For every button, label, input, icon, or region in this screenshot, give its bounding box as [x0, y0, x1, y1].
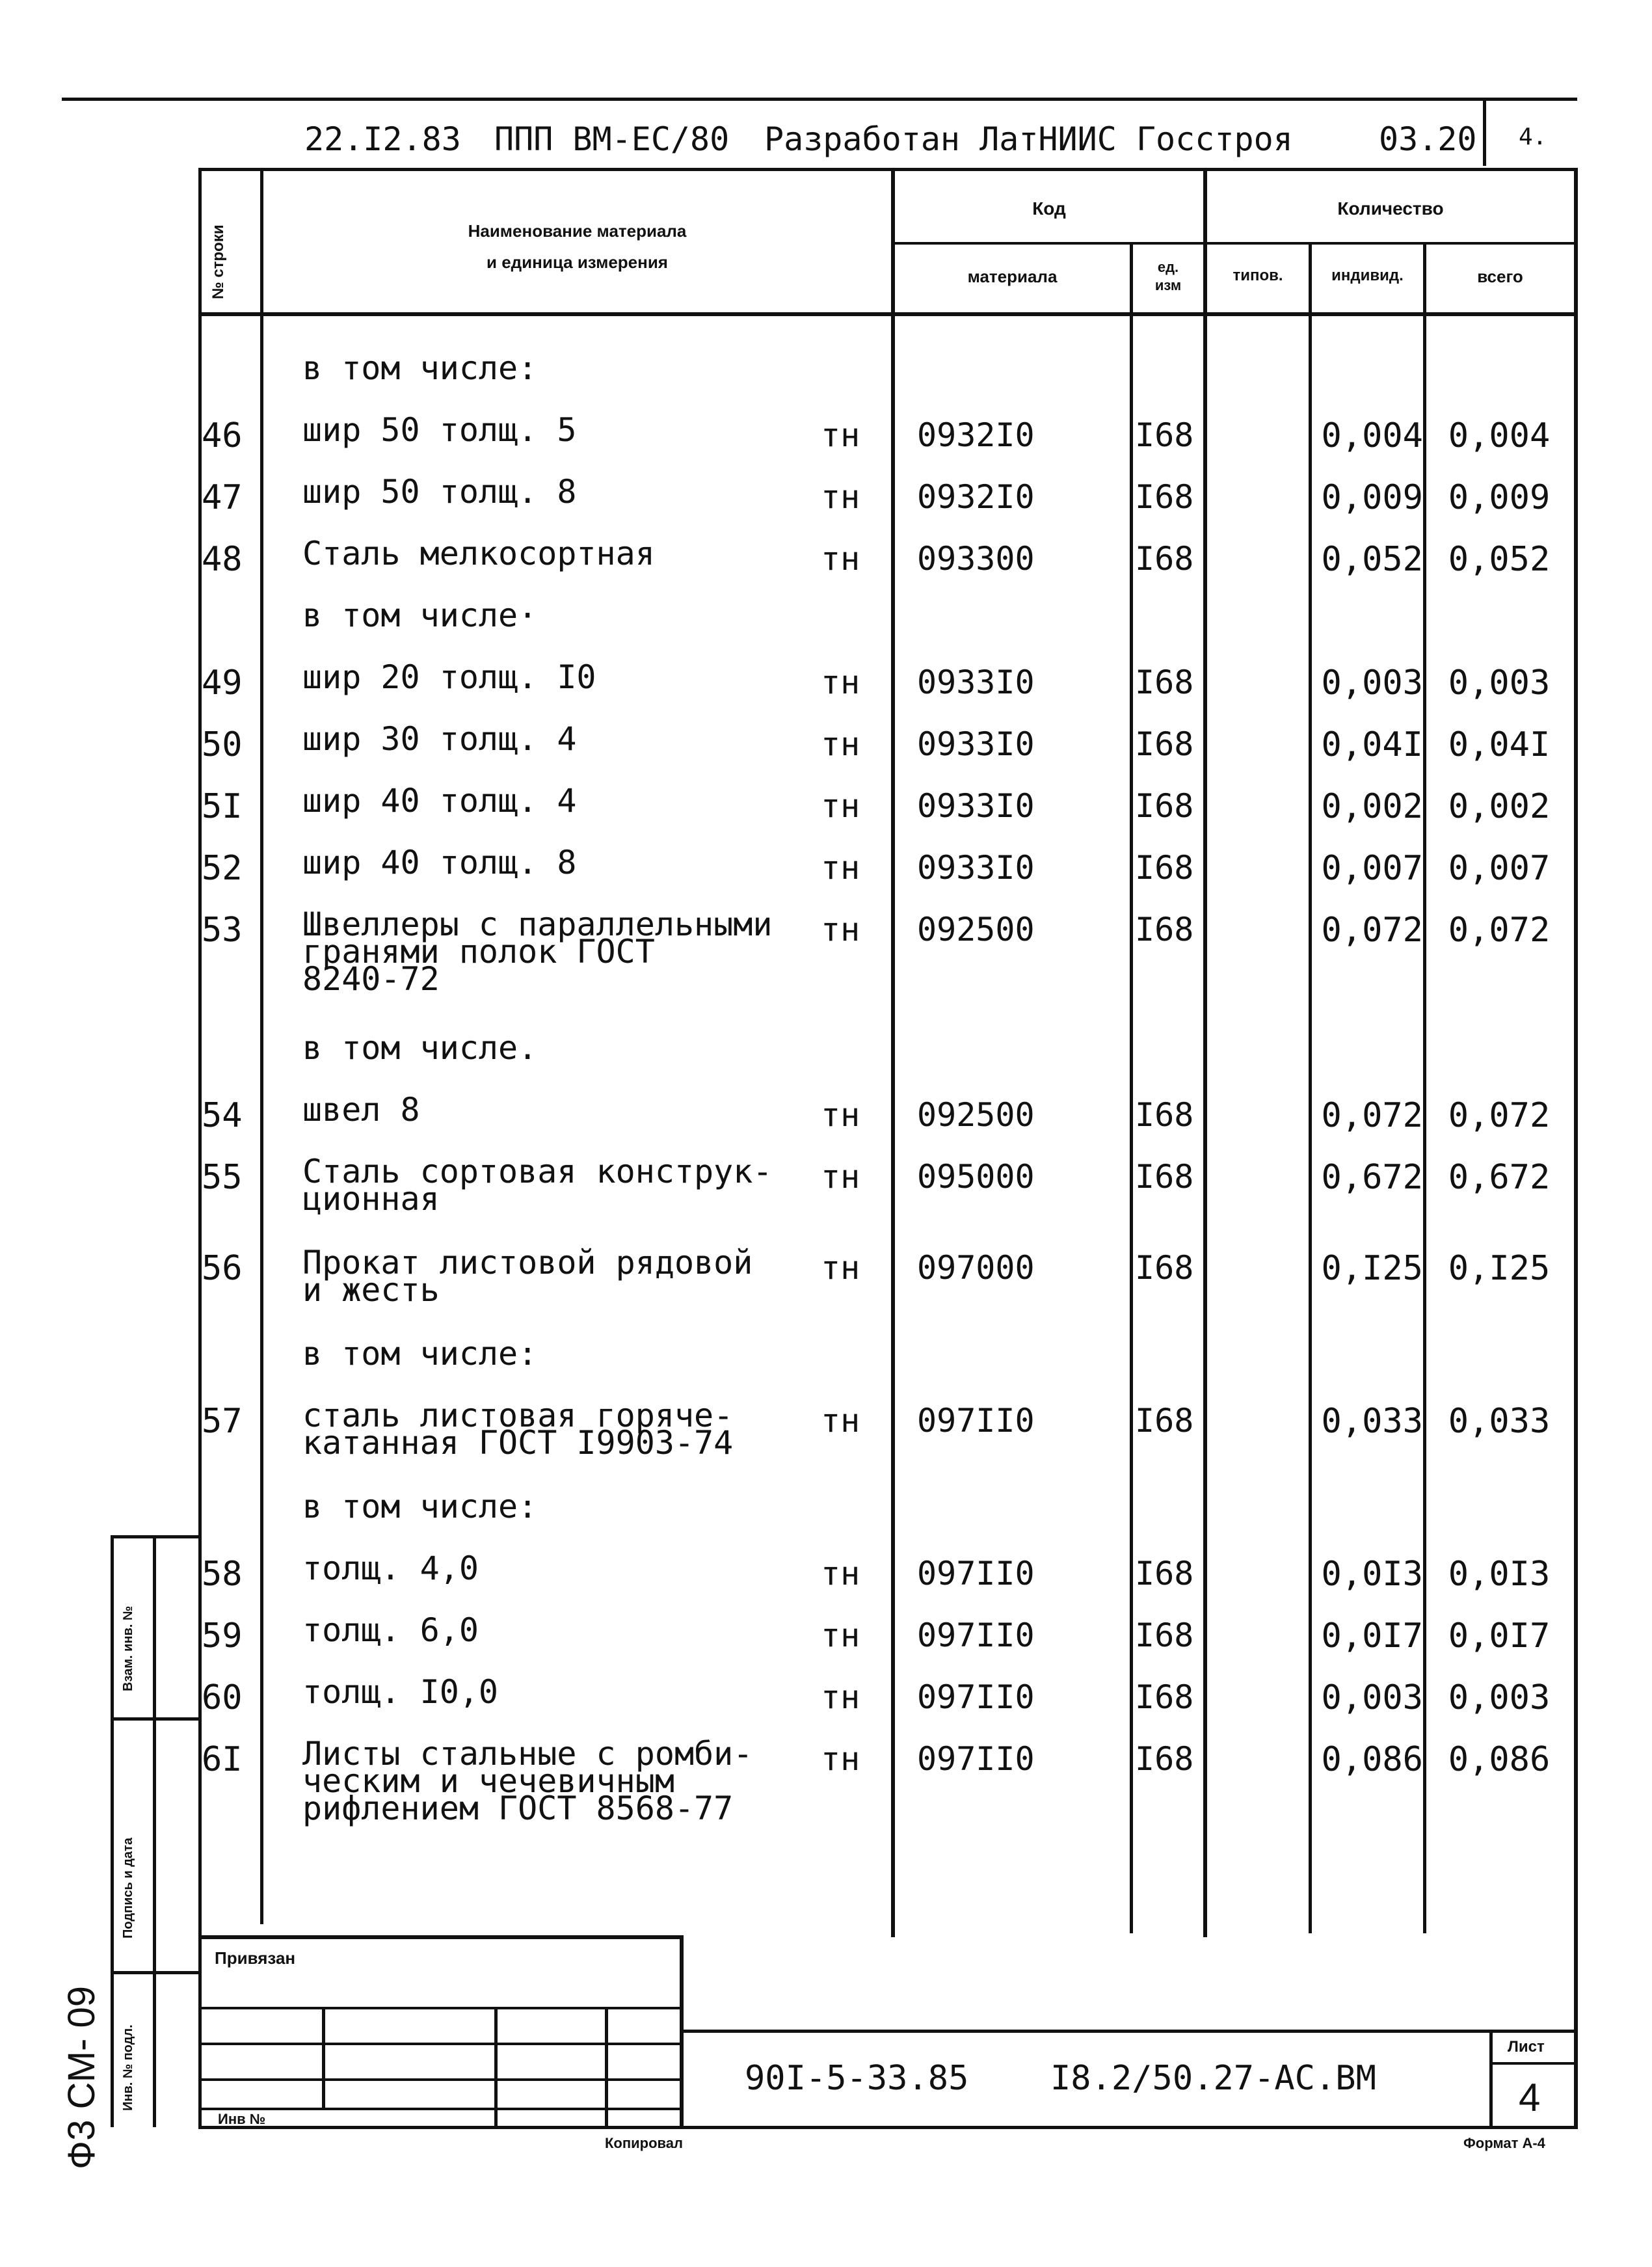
- row-name: швел 8: [302, 1091, 420, 1129]
- row-code-unit: I68: [1135, 1158, 1194, 1196]
- row-qty-individual: 0,004: [1321, 416, 1423, 455]
- row-code-unit: I68: [1135, 1096, 1194, 1134]
- row-name: в том числе.: [302, 1029, 538, 1067]
- row-number: 52: [202, 849, 243, 888]
- table-header-mid: [891, 242, 1577, 245]
- row-code-unit: I68: [1135, 478, 1194, 516]
- row-number: 60: [202, 1678, 243, 1717]
- row-code-unit: I68: [1135, 1740, 1194, 1778]
- row-unit: тн: [821, 478, 860, 516]
- row-qty-total: 0,009: [1448, 478, 1551, 517]
- table-header-bottom: [198, 312, 1577, 316]
- row-qty-individual: 0,072: [1321, 911, 1423, 950]
- row-code-material: 0932I0: [917, 416, 1035, 454]
- row-unit: тн: [821, 1158, 860, 1196]
- row-number: 6I: [202, 1740, 243, 1779]
- row-code-unit: I68: [1135, 416, 1194, 454]
- row-name: в том числе:: [302, 1335, 538, 1373]
- row-name: шир 50 толщ. 5: [302, 411, 577, 449]
- row-code-material: 095000: [917, 1158, 1035, 1196]
- header-qty-group: Количество: [1337, 198, 1444, 219]
- tb-row2: [198, 2043, 683, 2045]
- row-qty-total: 0,0I7: [1448, 1616, 1551, 1656]
- row-qty-individual: 0,0I7: [1321, 1616, 1423, 1656]
- side-vzam-label: Взам. инв. №: [121, 1605, 135, 1691]
- side-stamp: Ф3 СМ- 09: [60, 1986, 103, 2169]
- row-name: толщ. I0,0: [302, 1673, 499, 1711]
- header-developer: Разработан ЛатНИИС Госстроя: [764, 120, 1293, 158]
- side-strip-mid: [153, 1535, 156, 2127]
- row-qty-total: 0,033: [1448, 1402, 1551, 1441]
- row-code-material: 0933I0: [917, 849, 1035, 887]
- row-qty-total: 0,072: [1448, 1096, 1551, 1135]
- side-inv-label: Инв. № подл.: [121, 2024, 135, 2111]
- tb-doc-number: 90I-5-33.85: [745, 2059, 969, 2098]
- row-unit: тн: [821, 416, 860, 454]
- row-unit: тн: [821, 1555, 860, 1592]
- row-qty-individual: 0,I25: [1321, 1249, 1423, 1288]
- row-qty-total: 0,007: [1448, 849, 1551, 888]
- row-code-material: 092500: [917, 1096, 1035, 1134]
- tb-sheet-no: 4: [1519, 2076, 1541, 2119]
- header-col-typ: типов.: [1232, 267, 1283, 284]
- side-strip-sep1: [111, 1717, 202, 1721]
- row-name: Прокат листовой рядовой и жесть: [302, 1244, 753, 1309]
- row-code-unit: I68: [1135, 849, 1194, 887]
- tb-row4: [198, 2108, 683, 2110]
- row-name: Сталь сортовая конструк- ционная: [302, 1153, 773, 1218]
- row-qty-total: 0,003: [1448, 664, 1551, 703]
- row-code-material: 0932I0: [917, 478, 1035, 516]
- row-unit: тн: [821, 1249, 860, 1287]
- row-unit: тн: [821, 725, 860, 763]
- row-unit: тн: [821, 540, 860, 578]
- tb-sheet-sep: [1489, 2062, 1577, 2065]
- tb-inv-no: Инв №: [218, 2111, 266, 2127]
- row-code-material: 097II0: [917, 1616, 1035, 1654]
- row-code-unit: I68: [1135, 1678, 1194, 1716]
- row-number: 53: [202, 911, 243, 950]
- row-code-unit: I68: [1135, 664, 1194, 701]
- tb-col3: [605, 2007, 608, 2127]
- side-strip-left: [111, 1535, 114, 2127]
- tb-row1: [198, 2007, 683, 2009]
- side-strip-sep2: [111, 1971, 202, 1974]
- row-number: 58: [202, 1555, 243, 1594]
- row-code-material: 093300: [917, 540, 1035, 578]
- col-sep-ind: [1423, 242, 1426, 1933]
- row-qty-individual: 0,672: [1321, 1158, 1423, 1197]
- row-name: шир 20 толщ. I0: [302, 658, 596, 696]
- row-unit: тн: [821, 1402, 860, 1440]
- side-podpis-label: Подпись и дата: [121, 1838, 135, 1938]
- row-name: Сталь мелкосортная: [302, 535, 655, 572]
- frame-bottom: [198, 2126, 1577, 2129]
- row-unit: тн: [821, 664, 860, 701]
- header-code: 03.20: [1379, 120, 1477, 158]
- header-date: 22.I2.83: [304, 120, 461, 158]
- row-qty-individual: 0,033: [1321, 1402, 1423, 1441]
- tb-privyazan: Привязан: [215, 1948, 296, 1968]
- row-unit: тн: [821, 911, 860, 948]
- row-qty-individual: 0,009: [1321, 478, 1423, 517]
- row-qty-total: 0,072: [1448, 911, 1551, 950]
- row-name: в том числе:: [302, 1488, 538, 1525]
- row-name: шир 40 толщ. 8: [302, 844, 577, 881]
- row-name: толщ. 6,0: [302, 1611, 479, 1649]
- row-name: шир 50 толщ. 8: [302, 473, 577, 511]
- row-code-material: 097000: [917, 1249, 1035, 1287]
- row-code-material: 0933I0: [917, 725, 1035, 763]
- frame-right: [1574, 168, 1578, 2129]
- row-number: 57: [202, 1402, 243, 1441]
- row-qty-total: 0,672: [1448, 1158, 1551, 1197]
- row-code-unit: I68: [1135, 1616, 1194, 1654]
- row-code-material: 097II0: [917, 1555, 1035, 1592]
- col-sep-code: [891, 168, 895, 1937]
- row-name: в том числе:: [302, 349, 538, 387]
- row-code-unit: I68: [1135, 1249, 1194, 1287]
- row-number: 48: [202, 540, 243, 579]
- row-qty-total: 0,I25: [1448, 1249, 1551, 1288]
- row-qty-individual: 0,007: [1321, 849, 1423, 888]
- row-number: 56: [202, 1249, 243, 1288]
- row-name: Швеллеры с параллельными гранями полок ГОСТ 8240-72: [302, 905, 773, 998]
- row-code-material: 092500: [917, 911, 1035, 948]
- row-unit: тн: [821, 1096, 860, 1134]
- row-qty-individual: 0,052: [1321, 540, 1423, 579]
- header-name-line2: и единица измерения: [486, 252, 668, 272]
- tb-col2: [494, 2007, 498, 2127]
- row-number: 54: [202, 1096, 243, 1135]
- tb-col1: [322, 2007, 325, 2108]
- header-row-no: № строки: [209, 224, 227, 299]
- frame-top: [198, 168, 1577, 171]
- header-col-unit-l2: изм: [1154, 277, 1182, 293]
- row-qty-individual: 0,04I: [1321, 725, 1423, 764]
- row-qty-individual: 0,0I3: [1321, 1555, 1423, 1594]
- header-code-group: Код: [1032, 198, 1066, 219]
- row-name: шир 40 толщ. 4: [302, 782, 577, 820]
- row-name: шир 30 толщ. 4: [302, 720, 577, 758]
- row-unit: тн: [821, 1616, 860, 1654]
- footer-copied: Копировал: [605, 2135, 684, 2151]
- row-qty-individual: 0,003: [1321, 1678, 1423, 1717]
- header-mark-box-left: [1483, 98, 1486, 166]
- row-name: толщ. 4,0: [302, 1549, 479, 1587]
- tb-doc-code: I8.2/50.27-AC.BM: [1050, 2059, 1376, 2098]
- header-col-unit-l1: ед.: [1157, 259, 1179, 275]
- row-qty-total: 0,002: [1448, 787, 1551, 826]
- row-code-material: 097II0: [917, 1402, 1035, 1440]
- row-qty-individual: 0,002: [1321, 787, 1423, 826]
- col-sep-unit: [1130, 242, 1133, 1933]
- row-qty-individual: 0,086: [1321, 1740, 1423, 1779]
- row-code-material: 097II0: [917, 1740, 1035, 1778]
- row-unit: тн: [821, 1678, 860, 1716]
- row-number: 50: [202, 725, 243, 764]
- row-qty-total: 0,052: [1448, 540, 1551, 579]
- row-number: 46: [202, 416, 243, 455]
- row-number: 47: [202, 478, 243, 517]
- tb-privyazan-top: [198, 1935, 683, 1939]
- row-code-material: 0933I0: [917, 787, 1035, 825]
- row-qty-total: 0,003: [1448, 1678, 1551, 1717]
- row-code-unit: I68: [1135, 1555, 1194, 1592]
- header-col-total: всего: [1477, 267, 1523, 286]
- col-sep-rowno: [260, 168, 263, 1924]
- row-code-material: 097II0: [917, 1678, 1035, 1716]
- header-col-ind: индивид.: [1331, 267, 1404, 284]
- header-name-line1: Наименование материала: [468, 221, 687, 241]
- row-code-material: 0933I0: [917, 664, 1035, 701]
- tb-sheet-left: [1489, 2030, 1493, 2127]
- row-number: 59: [202, 1616, 243, 1656]
- row-qty-total: 0,0I3: [1448, 1555, 1551, 1594]
- row-qty-total: 0,04I: [1448, 725, 1551, 764]
- row-qty-total: 0,086: [1448, 1740, 1551, 1779]
- row-code-unit: I68: [1135, 787, 1194, 825]
- tb-main-top: [680, 2030, 1577, 2033]
- row-code-unit: I68: [1135, 725, 1194, 763]
- row-name: Листы стальные с ромби- ческим и чечевичным рифлением ГОСТ 8568-77: [302, 1735, 753, 1827]
- row-qty-total: 0,004: [1448, 416, 1551, 455]
- side-strip-top: [111, 1535, 202, 1538]
- row-code-unit: I68: [1135, 1402, 1194, 1440]
- row-name: в том числе·: [302, 597, 538, 634]
- col-sep-qty: [1203, 168, 1207, 1937]
- row-unit: тн: [821, 849, 860, 887]
- row-unit: тн: [821, 787, 860, 825]
- row-code-unit: I68: [1135, 540, 1194, 578]
- row-number: 49: [202, 664, 243, 703]
- header-col-material: материала: [967, 267, 1058, 286]
- tb-row3: [198, 2078, 683, 2081]
- row-unit: тн: [821, 1740, 860, 1778]
- row-qty-individual: 0,072: [1321, 1096, 1423, 1135]
- row-qty-individual: 0,003: [1321, 664, 1423, 703]
- row-name: сталь листовая горяче- катанная ГОСТ I9903-74: [302, 1397, 734, 1462]
- header-mark: 4.: [1519, 124, 1547, 150]
- top-rule: [62, 98, 1577, 101]
- row-number: 5I: [202, 787, 243, 826]
- footer-format: Формат А-4: [1463, 2135, 1545, 2151]
- tb-sheet-label: Лист: [1508, 2038, 1545, 2056]
- row-code-unit: I68: [1135, 911, 1194, 948]
- frame-left: [198, 168, 202, 2129]
- row-number: 55: [202, 1158, 243, 1197]
- header-program: ППП ВМ-ЕС/80: [494, 120, 730, 158]
